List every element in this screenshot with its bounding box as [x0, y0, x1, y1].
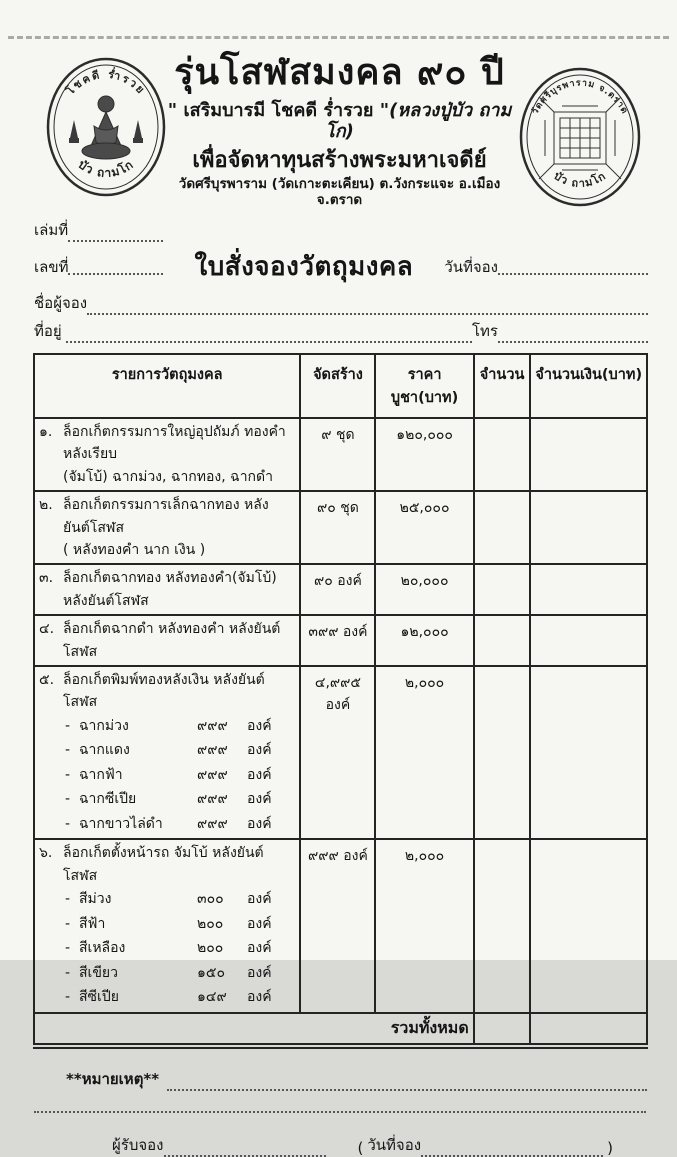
receiver-row [112, 1133, 617, 1157]
note-row [66, 1067, 647, 1091]
sub-item-unit: องค์ [247, 989, 272, 1006]
number-label: เลขที่ [34, 257, 69, 276]
sub-item-qty: ๑๕๐ [197, 964, 226, 981]
col-header-made: จัดสร้าง [300, 354, 375, 418]
item-name: ล็อกเก็ตฉากดำ หลังทองคำ หลังยันต์โสฬส [63, 621, 281, 660]
count-blank-cell [474, 615, 531, 666]
count-blank-cell [474, 666, 531, 839]
amount-blank-cell [530, 615, 647, 666]
sub-item-label: ฉากฟ้า [79, 766, 123, 783]
table-row [34, 564, 647, 615]
table-header [34, 354, 647, 418]
item-name: ล็อกเก็ตฉากทอง หลังทองคำ(จัมโบ้) หลังยันต์โสฬส [63, 570, 277, 609]
monk-seal-logo [44, 56, 168, 202]
sub-item: - ฉากม่วง ๙๙๙ องค์ [39, 714, 295, 739]
sub-item-label: สีเขียว [79, 964, 118, 981]
customer-name-row [34, 291, 648, 315]
seal-bottom-text: บัว ถามโก [75, 157, 137, 181]
row-number: ๓. [39, 570, 54, 587]
sub-item-qty: ๒๐๐ [197, 915, 224, 932]
sub-item: - ฉากขาวไล่ดำ ๙๙๙ องค์ [39, 812, 295, 837]
address-row [34, 319, 648, 343]
sub-item: - ฉากแดง ๙๙๙ องค์ [39, 738, 295, 763]
sub-item-qty: ๙๙๙ [197, 717, 228, 734]
price-cell: ๒,๐๐๐ [375, 666, 473, 839]
booking-date-label: วันที่จอง [444, 257, 498, 276]
sub-item-label: ฉากซีเปีย [79, 791, 137, 808]
order-table [33, 353, 648, 1048]
item-cell [34, 666, 300, 839]
sub-item-qty: ๙๙๙ [197, 766, 228, 783]
sub-item-unit: องค์ [247, 717, 272, 734]
seal-top-text: โชคดี ร่ำรวย [63, 67, 149, 98]
book-no-row [34, 218, 648, 242]
sub-item-unit: องค์ [247, 891, 272, 908]
count-blank-cell [474, 564, 531, 615]
sub-item-unit: องค์ [247, 766, 272, 783]
phone-label: โทร [471, 322, 498, 341]
col-header-count: จำนวน [474, 354, 531, 418]
sub-item: - ฉากฟ้า ๙๙๙ องค์ [39, 763, 295, 788]
seal-bottom-text: บัว ถามโก [551, 169, 609, 191]
sub-item-label: สีซีเปีย [79, 989, 119, 1006]
made-qty-cell: ๙๐ องค์ [300, 564, 375, 615]
receiver-blank [164, 1139, 326, 1157]
sub-item-unit: องค์ [247, 742, 272, 759]
temple-line: วัดศรีบุรพาราม (วัดเกาะตะเคียน) ต.วังกระแจะ อ.เมือง จ.ตราด [178, 176, 501, 208]
amount-blank-cell [530, 491, 647, 564]
col-header-price: ราคาบูชา(บาท) [375, 354, 473, 418]
row-number: ๕. [39, 672, 55, 688]
address-blank [66, 325, 472, 343]
sub-item-unit: องค์ [247, 940, 272, 957]
col-header-item: รายการวัตถุมงคล [34, 354, 300, 418]
made-qty-cell: ๙๙๙ องค์ [300, 839, 375, 1012]
receive-date-blank [421, 1139, 603, 1157]
sub-item-label: สีเหลือง [79, 940, 126, 957]
row-number: ๖. [39, 845, 53, 862]
note-label: **หมายเหตุ** [66, 1069, 160, 1088]
phone-blank [498, 325, 648, 343]
item-name: ล็อกเก็ตกรรมการใหญ่อุปถัมภ์ ทองคำหลังเรียบ [63, 424, 286, 463]
yantra-grid [539, 97, 621, 179]
price-cell: ๑๒๐,๐๐๐ [375, 418, 473, 491]
total-amount-blank [530, 1013, 647, 1046]
sub-item-qty: ๒๐๐ [197, 940, 224, 957]
price-cell: ๑๒,๐๐๐ [375, 615, 473, 666]
slogan-quote: " เสริมบารมี โชคดี ร่ำรวย " [167, 100, 390, 122]
receive-date-label: วันที่จอง [367, 1135, 422, 1154]
purpose-line: เพื่อจัดหาทุนสร้างพระมหาเจดีย์ [192, 147, 487, 173]
row-number: ๔. [39, 621, 55, 638]
row-number: ๑. [39, 424, 53, 441]
slogan-line [160, 101, 519, 142]
table-row [34, 839, 647, 1012]
sub-item-unit: องค์ [247, 791, 272, 808]
sub-item-qty: ๙๙๙ [197, 742, 228, 759]
open-paren: ( [357, 1138, 364, 1157]
sub-item-label: สีม่วง [79, 891, 112, 908]
svg-text:บัว ถามโก [76, 157, 137, 180]
total-count-blank [474, 1013, 531, 1046]
booking-date-blank [498, 258, 648, 276]
count-blank-cell [474, 491, 531, 564]
seal-top-text: วัดศรีบุรพาราม จ.ตราด [530, 78, 630, 117]
sub-item-label: สีฟ้า [79, 915, 106, 932]
col-header-amount: จำนวนเงิน(บาท) [530, 354, 647, 418]
amount-blank-cell [530, 666, 647, 839]
price-cell: ๒๕,๐๐๐ [375, 491, 473, 564]
sub-item-qty: ๓๐๐ [197, 891, 224, 908]
price-cell: ๒,๐๐๐ [375, 839, 473, 1012]
sub-item: - สีเหลือง ๒๐๐ องค์ [39, 936, 295, 961]
sub-item-qty: ๙๙๙ [197, 815, 228, 832]
item-name: ล็อกเก็ตตั้งหน้ารถ จัมโบ้ หลังยันต์โสฬส [63, 845, 264, 884]
monk-name: (หลวงปู่บัว ถามโก) [325, 100, 512, 143]
receiver-label: ผู้รับจอง [112, 1135, 164, 1154]
item-cell [34, 564, 300, 615]
sub-item: - สีม่วง ๓๐๐ องค์ [39, 887, 295, 912]
customer-name-blank [87, 297, 648, 315]
count-blank-cell [474, 839, 531, 1012]
address-label: ที่อยู่ [34, 322, 62, 341]
svg-text:บัว ถามโก [551, 169, 608, 190]
sub-item-unit: องค์ [247, 964, 272, 981]
table-row [34, 491, 647, 564]
row-number: ๒. [39, 497, 53, 514]
monk-figure [82, 96, 130, 159]
total-row [34, 1013, 647, 1046]
item-cell [34, 491, 300, 564]
sub-item: - สีฟ้า ๒๐๐ องค์ [39, 912, 295, 937]
price-cell: ๒๐,๐๐๐ [375, 564, 473, 615]
item-cell [34, 615, 300, 666]
yantra-seal-logo [517, 66, 643, 212]
made-qty-cell: ๔,๙๙๕ องค์ [300, 666, 375, 839]
item-name-continued: ( หลังทองคำ นาก เงิน ) [63, 542, 206, 559]
sub-item-label: ฉากแดง [79, 742, 130, 759]
item-cell [34, 839, 300, 1012]
sub-item: - สีเขียว ๑๕๐ องค์ [39, 961, 295, 986]
form-title: ใบสั่งจองวัตถุมงคล [194, 252, 414, 283]
made-qty-cell: ๓๙๙ องค์ [300, 615, 375, 666]
item-name-continued: (จัมโบ้) ฉากม่วง, ฉากทอง, ฉากดำ [63, 468, 273, 485]
sub-item-label: ฉากม่วง [79, 717, 129, 734]
edition-title: รุ่นโสฬสมงคล ๙๐ ปี [174, 52, 505, 93]
item-name: ล็อกเก็ตกรรมการเล็กฉากทอง หลังยันต์โสฬส [63, 497, 269, 536]
total-label: รวมทั้งหมด [34, 1013, 474, 1046]
sub-item-unit: องค์ [247, 915, 272, 932]
sub-item-unit: องค์ [247, 815, 272, 832]
count-blank-cell [474, 418, 531, 491]
note-blank-line1 [167, 1073, 647, 1091]
item-cell [34, 418, 300, 491]
sub-item: - สีซีเปีย ๑๔๙ องค์ [39, 985, 295, 1010]
amount-blank-cell [530, 564, 647, 615]
book-no-label: เล่มที่ [34, 221, 69, 240]
table-row [34, 418, 647, 491]
sub-item-label: ฉากขาวไล่ดำ [79, 815, 163, 832]
customer-name-label: ชื่อผู้จอง [34, 294, 88, 313]
form-meta [34, 218, 648, 343]
sub-item-qty: ๑๔๙ [197, 989, 227, 1006]
amount-blank-cell [530, 839, 647, 1012]
close-paren: ) [607, 1138, 613, 1157]
perforation-line [8, 36, 669, 39]
note-blank-line2 [34, 1107, 646, 1113]
table-row [34, 615, 647, 666]
book-no-blank [68, 224, 163, 242]
number-blank [68, 258, 163, 276]
made-qty-cell: ๙๐ ชุด [300, 491, 375, 564]
table-row [34, 666, 647, 839]
item-name: ล็อกเก็ตพิมพ์ทองหลังเงิน หลังยันต์โสฬส [63, 672, 265, 711]
sub-item-qty: ๙๙๙ [197, 791, 228, 808]
number-title-row [34, 246, 648, 287]
made-qty-cell: ๙ ชุด [300, 418, 375, 491]
sub-item: - ฉากซีเปีย ๙๙๙ องค์ [39, 787, 295, 812]
amount-blank-cell [530, 418, 647, 491]
